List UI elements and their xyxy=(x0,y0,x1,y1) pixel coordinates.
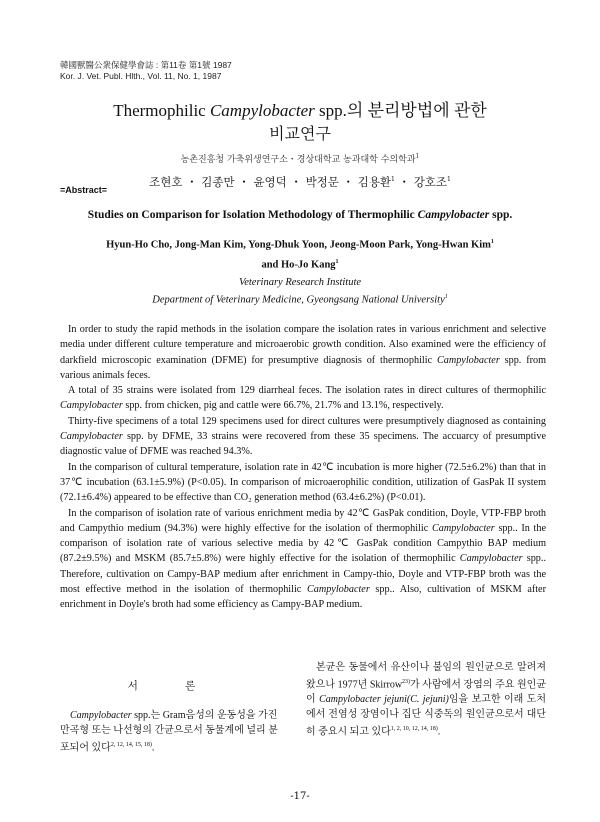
title-english-genus: Campylobacter xyxy=(417,209,490,221)
abstract-paragraph: A total of 35 strains were isolated from 129 diarrheal feces. The isolation rates in direct cultures of thermophilic Campylobacter spp. from chicken, pig and cattle were 66.7%, 21.7% and 13.1%, respectively. xyxy=(60,385,546,412)
abstract-label: =Abstract= xyxy=(60,185,108,195)
journal-line-korean: 韓國獸醫公衆保健學會誌 : 第11卷 第1號 1987 xyxy=(60,60,232,70)
abstract-paragraph: Thirty-five specimens of a total 129 specimens used for direct cultures were presumptively diagnosed as containing Campylobacter spp. by DFME, 33 strains were recovered from these 35 specimens. The accuarcy of presumptive diagnostic value of DFME was reached 94.3%. xyxy=(60,415,546,458)
abstract-paragraph: In order to study the rapid methods in the isolation compare the isolation rates in various enrichment and selective media under different culture temperature and microaerobic growth condition. Also examined were the efficiency of darkfield microscopic examination (DFME) for presumptive diagnosis of thermophilic Campylobacter spp. from various animals feces. xyxy=(60,324,546,381)
institutions-english: Veterinary Research Institute Department of Veterinary Medicine, Gyeongsang National University$^1$ xyxy=(152,277,448,306)
intro-paragraph: Campylobacter spp.는 Gram음성의 운동성을 가진 만곡형 또는 나선형의 간균으로서 동물계에 널리 분포되어 있다$^{2, 12, 14, 15, 18)}$. xyxy=(60,710,278,754)
title-english: Studies on Comparison for Isolation Methodology of Thermophilic Campylobacter spp. xyxy=(87,209,513,221)
section-heading-intro: 서 론 xyxy=(127,680,218,692)
journal-line-english: Kor. J. Vet. Publ. Hlth., Vol. 11, No. 1, 1987 xyxy=(60,71,222,81)
abstract-paragraph: In the comparison of cultural temperature, isolation rate in 42℃ incubation is more higher (72.5±6.2%) than that in 37℃ incubation (63.1±5.9%) (P<0.05). In comparison of microaerophilic condition, utilization of GasPak II system (72.1±6.4%) appeared to be effective than CO₂ generation method (63.4±6.2%) (P<0.01). xyxy=(60,461,546,504)
intro-right-column xyxy=(306,660,546,740)
authors-korean: 조현호 ・ 김종만 ・ 윤영덕 ・ 박정문 ・ 김용환$^1$ ・ 강호조$^1$ xyxy=(149,175,451,189)
title-genus: Campylobacter xyxy=(209,101,315,120)
abstract-body xyxy=(60,322,546,613)
title-korean-line2: 비교연구 xyxy=(269,124,331,143)
affiliation-korean: 농촌진흥청 가축위생연구소・경상대학교 농과대학 수의학과$^1$ xyxy=(180,153,420,165)
authors-english: Hyun-Ho Cho, Jong-Man Kim, Yong-Dhuk Yoon, Jeong-Moon Park, Yong-Hwan Kim$^1$ and Ho-Jo Kang$^1$ xyxy=(106,239,494,270)
title-korean: Thermophilic Campylobacter spp.의 분리방법에 관한 xyxy=(113,101,487,120)
page-number: -17- xyxy=(290,791,310,802)
journal-header xyxy=(60,60,232,82)
intro-paragraph: 본균은 동물에서 유산이나 불임의 원인균으로 알려져 왔으나 1977년 Skirrow$^{23)}$가 사람에서 장염의 주요 원인균이 Campylobacter jejuni(C. jejuni)임을 보고한 이래 도처에서 전염성 장염이나 집단 식중독의 원인균으로서 대단히 중요시 되고 있다$^{1, 2, 10, 12, 14, 18)}$. xyxy=(306,662,546,738)
intro-left-column xyxy=(60,708,285,755)
abstract-paragraph: In the comparison of isolation rate of various enrichment media by 42℃ GasPak condition, Doyle, VTP-FBP broth and Campythio medium (94.3%) were highly effective for the isolation of thermophilic Campylobacter spp.. In the comparison of isolation rate of various selective media by 42℃ GasPak condition Campythio BAP medium (87.2±9.5%) and MSKM (85.7±5.8%) were highly effective for the isolation of thermophilic Campylobacter spp.. Therefore, cultivation on Campy-BAP medium after enrichment in Campy-thio, Doyle and VTP-FBP broth was the most effective method in the isolation of thermophilic Campylobacter spp.. Also, cultivation of MSKM after enrichment in Doyle's broth had some efficiency as Campy-BAP medium. xyxy=(60,507,547,611)
